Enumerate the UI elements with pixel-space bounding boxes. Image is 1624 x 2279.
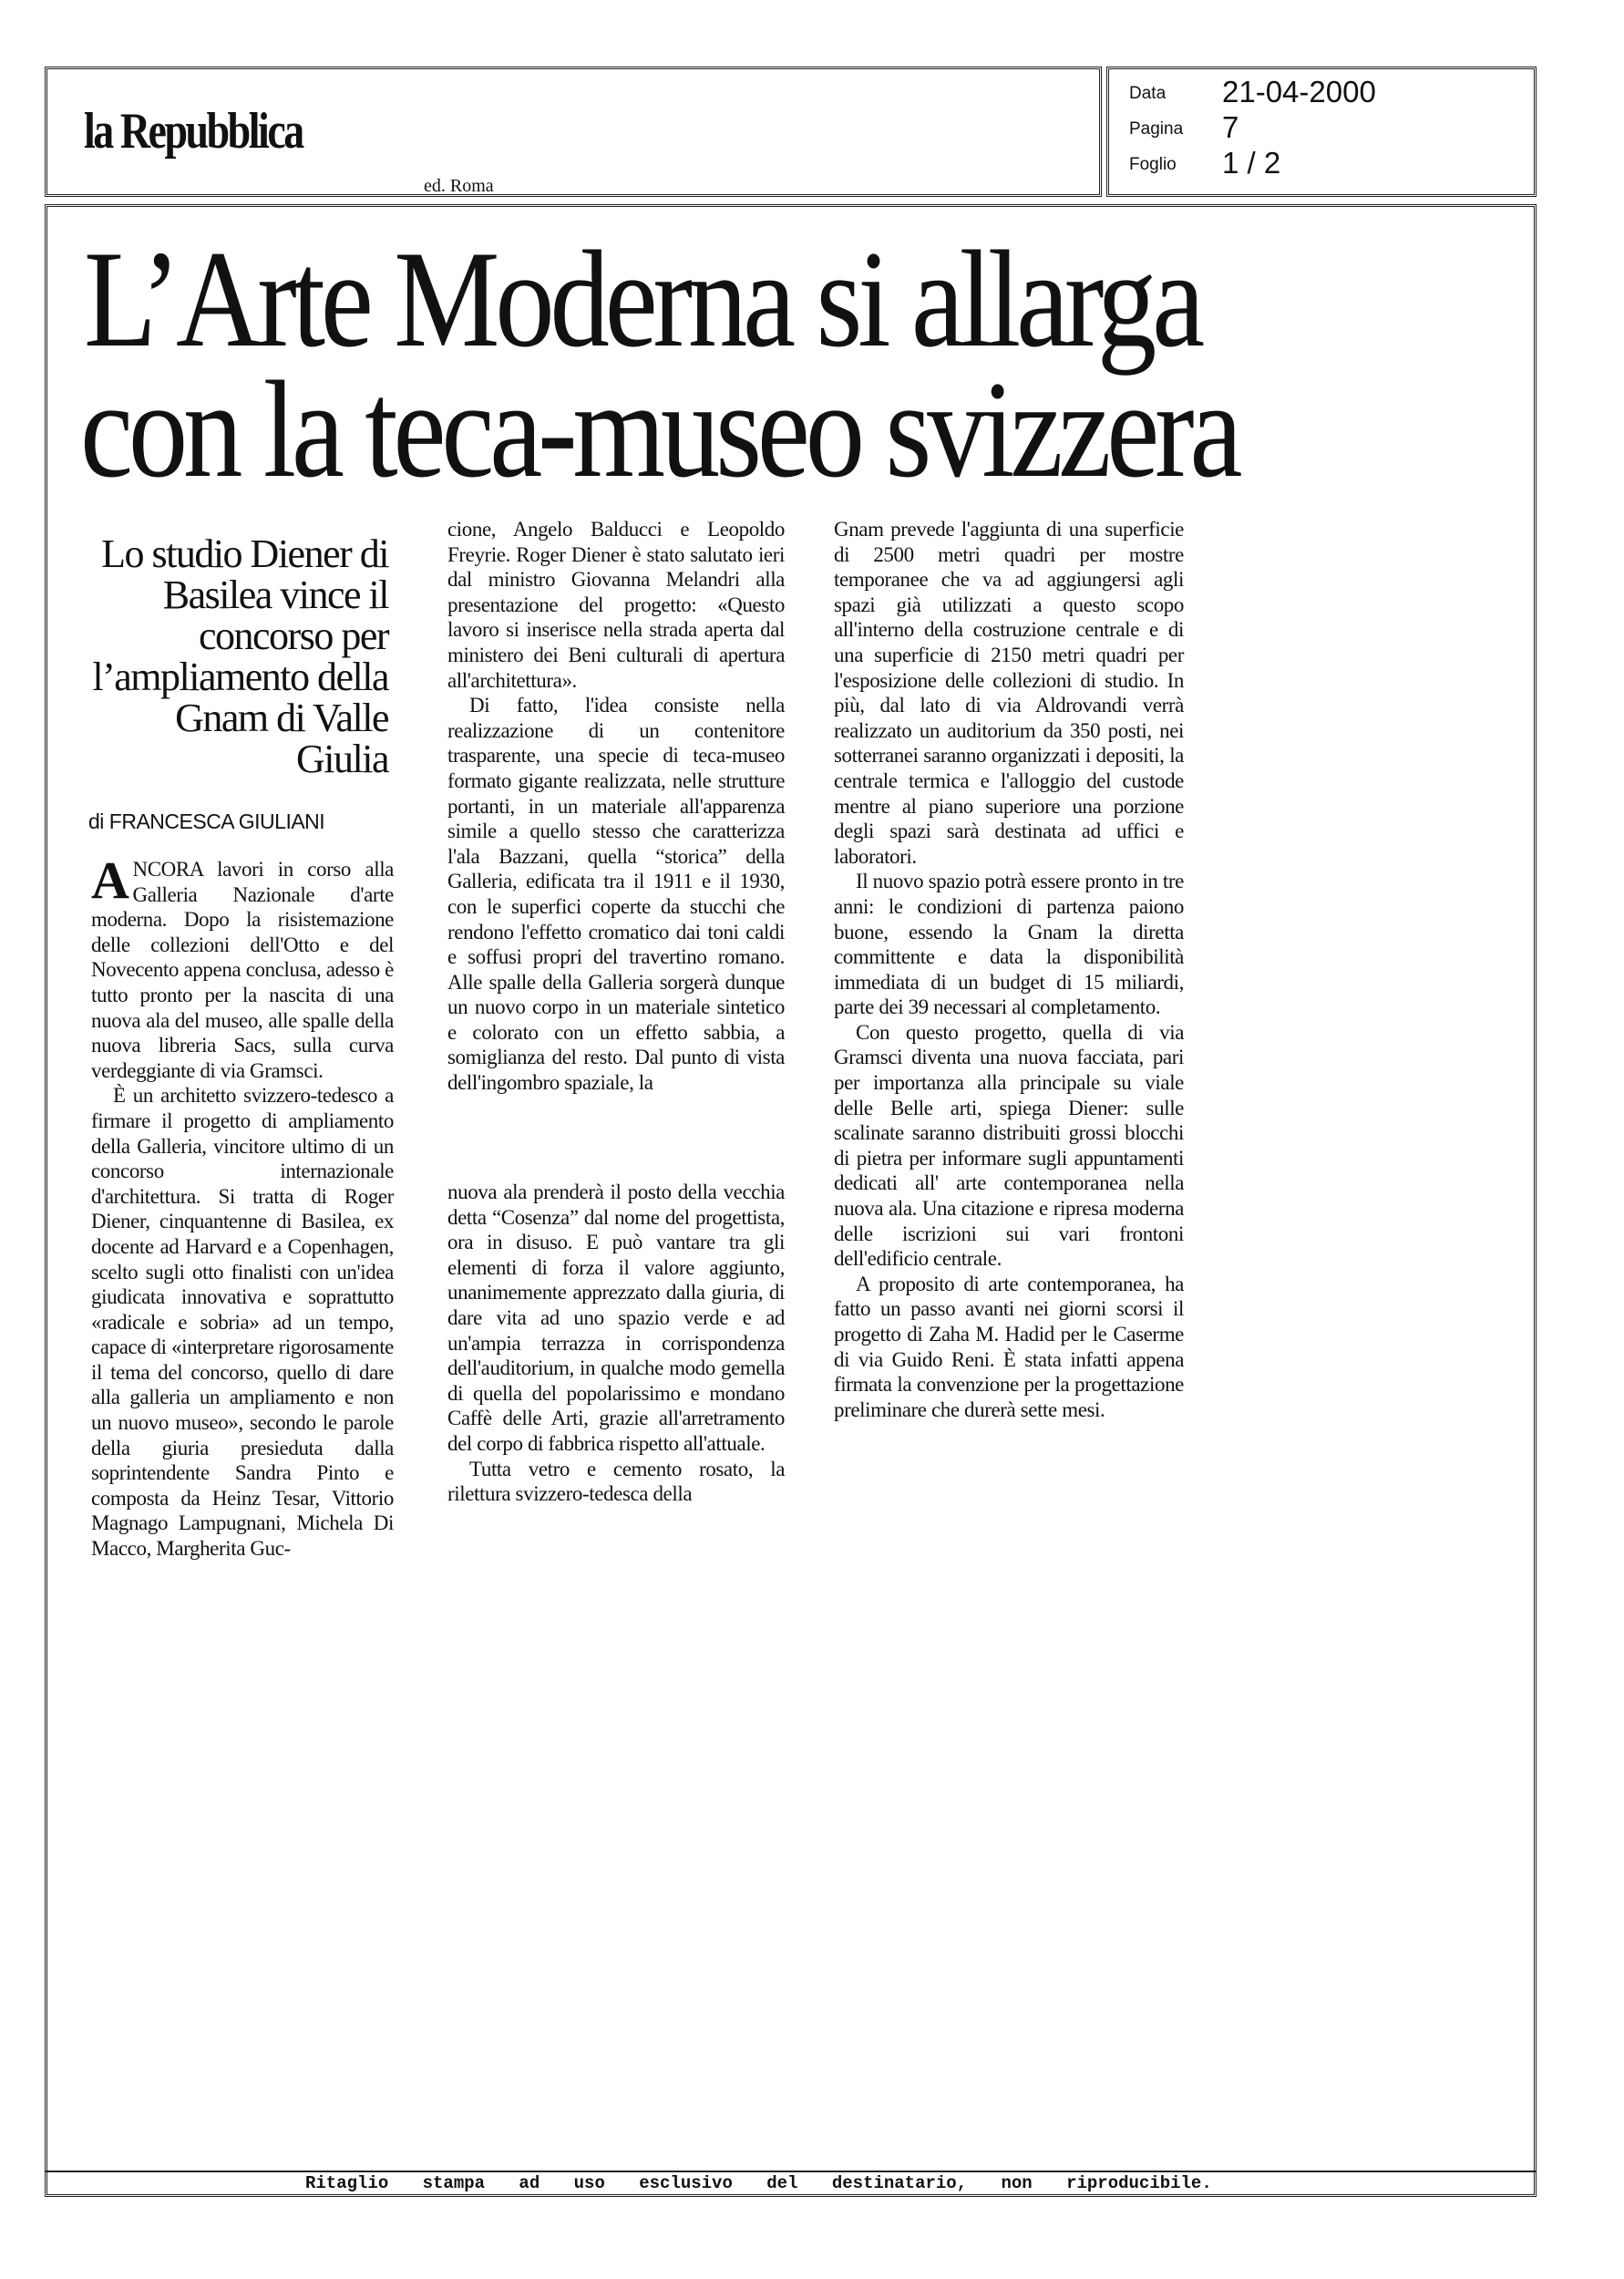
date-label: Data bbox=[1129, 84, 1167, 103]
paragraph bbox=[91, 851, 394, 1083]
article-column-1 bbox=[91, 851, 394, 1562]
article-column-3 bbox=[834, 517, 1184, 1422]
sheet-value: 1 / 2 bbox=[1222, 146, 1281, 180]
paragraph: Tutta vetro e cemento rosato, la rilettura svizzero-tedesca della bbox=[447, 1457, 785, 1506]
footer-divider bbox=[45, 2171, 1537, 2172]
date-value: 21-04-2000 bbox=[1222, 75, 1376, 108]
byline: di FRANCESCA GIULIANI bbox=[88, 810, 325, 833]
article-column-2-bottom bbox=[447, 1180, 785, 1507]
page-value: 7 bbox=[1222, 110, 1239, 144]
paragraph: Gnam prevede l'aggiunta di una superficie di 2500 metri quadri per mostre temporanee che va ad aggiungersi agli spazi già utilizzati a questo scopo all'interno della costruzione centrale e di una superficie di 2150 metri quadri per l'esposizione delle collezioni di studio. In più, dal lato di via Aldrovandi verrà realizzato un auditorium da 350 posti, nei sotterranei saranno organizzati i depositi, la centrale termica e l'alloggio del custode mentre al piano superiore una porzione degli spazi sarà destinata ad uffici e laboratori. bbox=[834, 518, 1184, 868]
paragraph: Con questo progetto, quella di via Gramsci diventa una nuova facciata, pari per importanza alla principale su viale delle Belle arti, spiega Diener: sulle scalinate saranno distribuiti grossi blocchi di pietra per informare sugli appuntamenti dedicati all' arte contemporanea nella nuova ala. Una citazione e ripresa moderna delle iscrizioni sui vari frontoni dell'edificio centrale. bbox=[834, 1020, 1184, 1271]
sheet-label: Foglio bbox=[1129, 155, 1177, 174]
paragraph: Il nuovo spazio potrà essere pronto in tre anni: le condizioni di partenza paiono buone, essendo la Gnam la diretta committente e data la disponibilità immediata di un budget di 15 miliardi, parte dei 39 necessari al completamento. bbox=[834, 870, 1184, 1019]
headline-line-2: con la teca-museo svizzera bbox=[80, 353, 1239, 506]
article-column-2-top bbox=[447, 517, 785, 1096]
drop-cap: A bbox=[91, 851, 129, 910]
headline-line-1: L’Arte Moderna si allarga bbox=[84, 222, 1200, 376]
subheadline: Lo studio Diener di Basilea vince il concorso per l’ampliamento della Gnam di Valle Giulia bbox=[92, 531, 388, 781]
page-label: Pagina bbox=[1129, 119, 1184, 139]
paragraph: A proposito di arte contemporanea, ha fatto un passo avanti nei giorni scorsi il progetto di Zaha M. Hadid per le Caserme di via Guido Reni. È stata infatti appena firmata la convenzione per la progettazione preliminare che durerà sette mesi. bbox=[834, 1272, 1184, 1421]
paragraph-text: NCORA lavori in corso alla Galleria Nazionale d'arte moderna. Dopo la risistemazione delle collezioni dell'Otto e del Novecento appena conclusa, adesso è tutto pronto per la nascita di una nuova ala del museo, alle spalle della nuova libreria Sacs, sulla curva verdeggiante di via Gramsci. bbox=[91, 858, 394, 1082]
paragraph: nuova ala prenderà il posto della vecchia detta “Cosenza” dal nome del progettista, ora in disuso. E può vantare tra gli elementi di forza il valore aggiunto, unanimemente apprezzato dalla giuria, di dare vita ad uno spazio verde e ad un'ampia terrazza in corrispondenza dell'auditorium, in qualche modo gemella di quella del popolarissimo e mondano Caffè delle Arti, grazie all'arretramento del corpo di fabbrica rispetto all'attuale. bbox=[447, 1181, 785, 1455]
paragraph: cione, Angelo Balducci e Leopoldo Freyrie. Roger Diener è stato salutato ieri dal ministro Giovanna Melandri alla presentazione del progetto: «Questo lavoro si inserisce nella strada aperta dal ministero dei Beni culturali di apertura all'architettura». bbox=[447, 518, 785, 692]
edition-label: ed. Roma bbox=[424, 176, 494, 196]
copyright-notice: Ritaglio stampa ad uso esclusivo del destinatario, non riproducibile. bbox=[305, 2173, 1212, 2193]
newspaper-logo: la Repubblica bbox=[84, 103, 303, 160]
paragraph: Di fatto, l'idea consiste nella realizzazione di un contenitore trasparente, una specie di teca-museo formato gigante realizzata, nelle strutture portanti, in un materiale all'apparenza simile a quello stesso che caratterizza l'ala Bazzani, quella “storica” della Galleria, edificata tra il 1911 e il 1930, con le superfici coperte da stucchi che rendono l'effetto cromatico dai toni caldi e soffusi propri del travertino romano. Alle spalle della Galleria sorgerà dunque un nuovo corpo in un materiale sintetico e colorato con un effetto sabbia, a somiglianza del resto. Dal punto di vista dell'ingombro spaziale, la bbox=[447, 694, 785, 1095]
paragraph: È un architetto svizzero-tedesco a firmare il progetto di ampliamento della Galleria, vincitore ultimo di un concorso internazionale d'architettura. Si tratta di Roger Diener, cinquantenne di Basilea, ex docente ad Harvard e a Copenhagen, scelto sugli otto finalisti con un'idea giudicata innovativa e soprattutto «radicale e sobria» ad un tempo, capace di «interpretare rigorosamente il tema del concorso, quello di dare alla galleria un ampliamento e non un nuovo museo», secondo le parole della giuria presieduta dalla soprintendente Sandra Pinto e composta da Heinz Tesar, Vittorio Magnago Lampugnani, Michela Di Macco, Margherita Guc- bbox=[91, 1084, 394, 1561]
